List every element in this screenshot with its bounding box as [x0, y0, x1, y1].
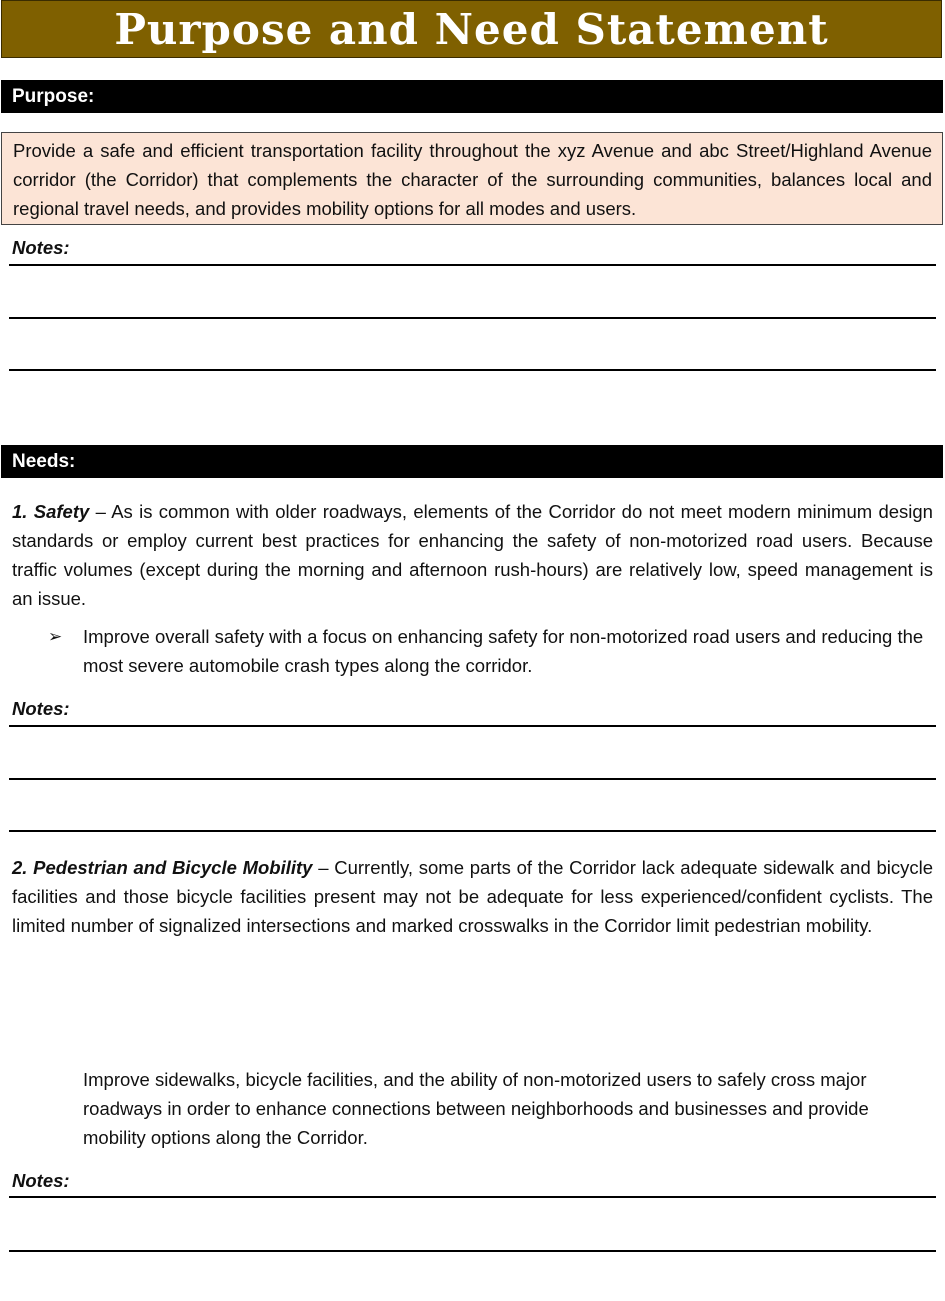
safety-notes-label: Notes:: [12, 698, 70, 719]
purpose-notes-line-3[interactable]: [9, 369, 936, 371]
purpose-notes-label: Notes:: [12, 237, 70, 258]
needs-heading: Needs:: [12, 450, 76, 472]
need-mobility-text: Currently, some parts of the Corridor lack adequate sidewalk and bicycle facilities and those bicycle facilities present may not be adequate for less experienced/confident cyclists. The limited number of signalized intersections and marked crosswalks in the Corridor limit pedestrian mobility.: [12, 857, 933, 936]
need-safety-bullet-text: Improve overall safety with a focus on enhancing safety for non-motorized road users and reducing the most severe automobile crash types along the corridor.: [83, 626, 924, 676]
purpose-heading: Purpose:: [12, 85, 95, 107]
title-banner: [1, 0, 942, 58]
need-mobility-dash: –: [312, 857, 335, 878]
page-title: Purpose and Need Statement: [114, 4, 829, 54]
mobility-notes-line-1[interactable]: [9, 1196, 936, 1198]
need-safety-title: 1. Safety: [12, 501, 90, 522]
need-safety-paragraph: [12, 497, 933, 613]
purpose-statement-box: [1, 132, 943, 225]
purpose-notes-line-1[interactable]: [9, 264, 936, 266]
need-safety-bullet: [48, 622, 928, 680]
safety-notes-line-3[interactable]: [9, 830, 936, 832]
purpose-heading-bar: [1, 80, 943, 113]
mobility-notes-label: Notes:: [12, 1170, 70, 1191]
need-safety-dash: –: [89, 501, 112, 522]
purpose-text: Provide a safe and efficient transportation facility throughout the xyz Avenue and abc Street/Highland Avenue corridor (the Corridor) that complements the character of the surrounding communities, balances local and regional travel needs, and provides mobility options for all modes and users.: [13, 140, 932, 219]
safety-notes-line-2[interactable]: [9, 778, 936, 780]
need-safety-text: As is common with older roadways, elements of the Corridor do not meet modern minimum design standards or employ current best practices for enhancing the safety of non-motorized road users. Because traffic volumes (except during the morning and afternoon rush-hours) are relatively low, speed management is an issue.: [12, 501, 933, 609]
mobility-notes-line-2[interactable]: [9, 1250, 936, 1252]
need-mobility-title: 2. Pedestrian and Bicycle Mobility: [12, 857, 313, 878]
needs-heading-bar: [1, 445, 943, 478]
need-mobility-goal: Improve sidewalks, bicycle facilities, and the ability of non-motorized users to safely cross major roadways in order to enhance connections between neighborhoods and businesses and provide mobility options along the Corridor.: [83, 1069, 869, 1148]
need-mobility-paragraph: [12, 853, 933, 940]
safety-notes-line-1[interactable]: [9, 725, 936, 727]
purpose-notes-line-2[interactable]: [9, 317, 936, 319]
arrow-bullet-icon: ➢: [48, 627, 63, 646]
